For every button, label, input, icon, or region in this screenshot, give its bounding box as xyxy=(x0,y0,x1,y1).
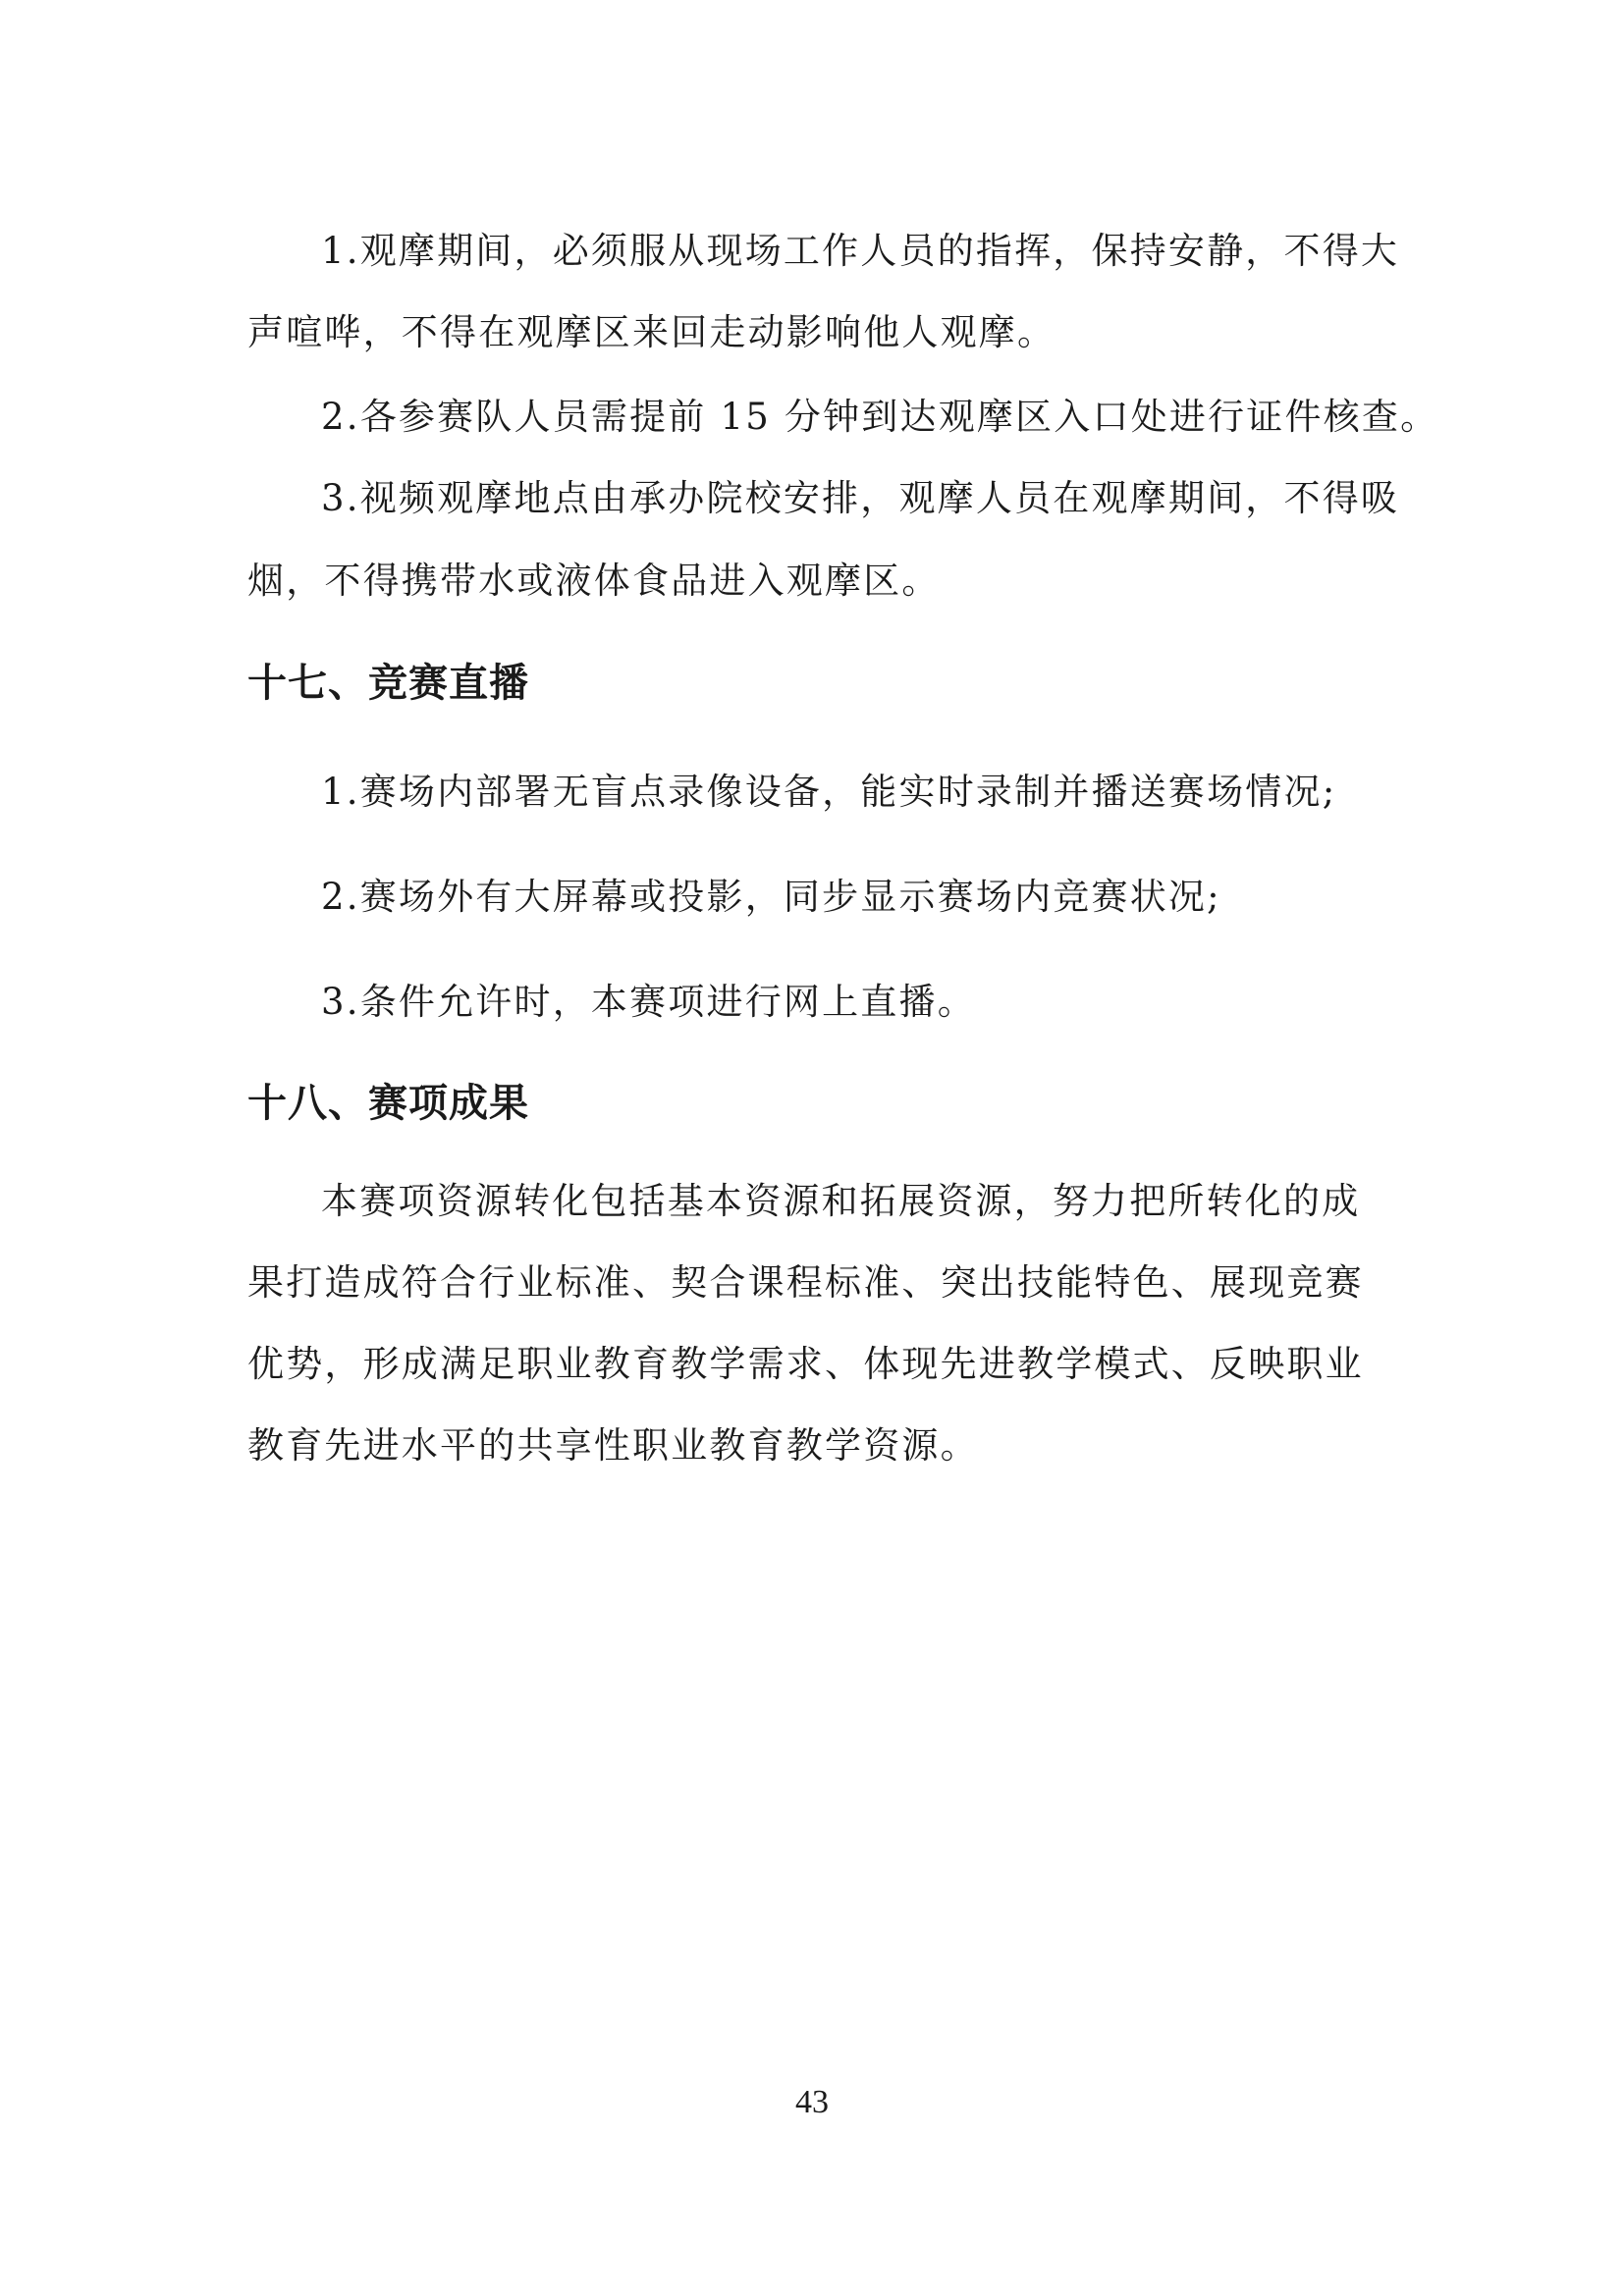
results-paragraph-line-3: 优势，形成满足职业教育教学需求、体现先进教学模式、反映职业 xyxy=(247,1343,1364,1385)
observation-rule-3-line-2: 烟，不得携带水或液体食品进入观摩区。 xyxy=(247,560,941,602)
broadcast-item-3: 3.条件允许时，本赛项进行网上直播。 xyxy=(321,981,976,1023)
observation-rule-2: 2.各参赛队人员需提前 15 分钟到达观摩区入口处进行证件核查。 xyxy=(321,396,1439,438)
observation-rule-1-line-2: 声喧哗，不得在观摩区来回走动影响他人观摩。 xyxy=(247,311,1056,353)
page-number: 43 xyxy=(795,2084,829,2120)
broadcast-item-2: 2.赛场外有大屏幕或投影，同步显示赛场内竞赛状况; xyxy=(321,876,1221,918)
observation-rule-3-line-1: 3.视频观摩地点由承办院校安排，观摩人员在观摩期间，不得吸 xyxy=(321,477,1400,519)
observation-rule-1-line-1: 1.观摩期间，必须服从现场工作人员的指挥，保持安静，不得大 xyxy=(321,230,1400,272)
section-17-heading: 十七、竞赛直播 xyxy=(247,661,529,706)
results-paragraph-line-2: 果打造成符合行业标准、契合课程标准、突出技能特色、展现竞赛 xyxy=(247,1261,1364,1304)
broadcast-item-1: 1.赛场内部署无盲点录像设备，能实时录制并播送赛场情况; xyxy=(321,771,1337,813)
section-18-heading: 十八、赛项成果 xyxy=(247,1081,529,1126)
results-paragraph-line-4: 教育先进水平的共享性职业教育教学资源。 xyxy=(247,1424,979,1467)
results-paragraph-line-1: 本赛项资源转化包括基本资源和拓展资源，努力把所转化的成 xyxy=(321,1180,1361,1222)
